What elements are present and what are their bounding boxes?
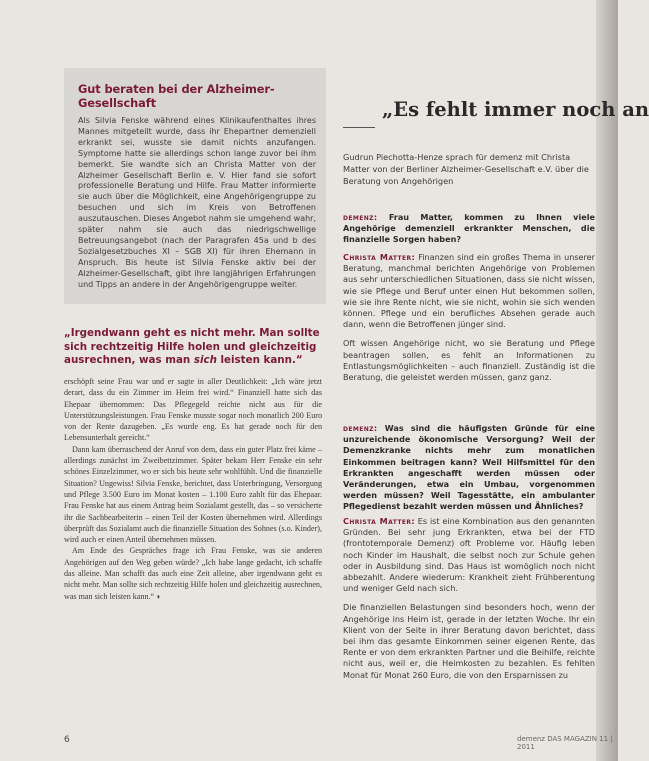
body-paragraph: erschöpft seine Frau war und er sagte in aller Deutlichkeit: „Ich wäre jetzt derart, dass du ein Zimmer im Heim frei wird.“ Finanziell hatte sich das Ehepaar übernommen: Das Pflegegeld reichte nicht aus für die Unterstützungsleistungen. Frau Fenske musste sogar noch monatlich 200 Euro von der Rente dazugeben. „Es wurde eng. Es hat gerade noch für den Lebensunterhalt gereicht.“ <box>64 377 322 443</box>
pull-quote-text-1: „Irgendwann geht es nicht mehr. Man sollte sich rechtzeitig Hilfe holen und gleichzeitig ausrechnen, was man <box>64 327 320 367</box>
answer-text: Oft wissen Angehörige nicht, wo sie Beratung und Pflege beantragen sollen, es fehlt an Informationen zu Entlastungsmöglichkeiten – auch finanziell. Zuständig ist die Beratung, die geleistet werden müssen, ganz ganz. <box>343 338 595 383</box>
interview-intro: Gudrun Piechotta-Henze sprach für demenz mit Christa Matter von der Berliner Alzheimer-Gesellschaft e.V. über die Beratung von Angehörigen <box>343 152 589 186</box>
footer-magazine-info: demenz DAS MAGAZIN 11 | 2011 <box>517 735 613 751</box>
interview-answer-2 <box>343 516 595 681</box>
speaker-label: demenz: <box>343 212 378 222</box>
pull-quote-text-2: leisten kann.“ <box>216 354 303 367</box>
page-number: 6 <box>64 735 70 745</box>
answer-text: Die finanziellen Belastungen sind besonders hoch, wenn der Angehörige ins Heim ist, gerade in der letzten Woche. Ihr ein Klient von der Seite in ihrer Beratung davon berichtet, dass bei ihm das gesamte Einkommen seiner eigenen Rente, das Rente er von dem erkrankten Partner und die Beihilfe, reichte nicht aus, weil er, die Heimkosten zu bezahlen. Es fehlten Monat für Monat 260 Euro, die von den Ersparnissen zu <box>343 602 595 680</box>
info-box <box>64 68 326 304</box>
pull-quote <box>64 327 324 368</box>
interview-question-2 <box>343 423 595 513</box>
interview-answer-1 <box>343 252 595 383</box>
info-box-title: Gut beraten bei der Alzheimer-Gesellschaft <box>78 82 275 110</box>
headline-rule-left <box>343 127 375 128</box>
question-text: Frau Matter, kommen zu Ihnen viele Angehörige demenziell erkrankter Menschen, die finanzielle Sorgen haben? <box>343 212 595 245</box>
body-paragraph: Am Ende des Gespräches frage ich Frau Fenske, was sie anderen Angehörigen auf den Weg geben würde? „Ich habe lange gedacht, ich schaffe das alleine. Man schafft das auch eine Zeit alleine, aber irgendwann geht es nicht mehr. Man sollte sich rechtzeitig Hilfe holen und gleichzeitig ausrechnen, was man sich leisten kann.“ ◗ <box>64 546 322 601</box>
speaker-label: demenz: <box>343 423 378 433</box>
body-paragraph: Dann kam überraschend der Anruf von dem, dass ein guter Platz frei käme – allerdings zunächst im Zweibettzimmer. Später bekam Herr Fenske ein sehr schönes Einzelzimmer, wo er sich bis heute sehr wohlfühlt. Und die finanzielle Situation? Ungewiss! Silvia Fenske, berichtet, dass Unterbringung, Versorgung und Pflege 3.500 Euro im Monat kosten – 1.100 Euro zahlt für das Ehepaar. Frau Fenske hat aus einem Antrag beim Sozialamt gestellt, das – so versicherte ihr die Sachbearbeiterin – einen Teil der Kosten übernehmen wird. Allerdings überprüft das Sozialamt auch die finanzielle Situation des Sohnes (s.o. Kinder), wird auch er einen Anteil übernehmen müssen. <box>64 444 322 545</box>
question-text: Was sind die häufigsten Gründe für eine unzureichende ökonomische Versorgung? Weil der Demenzkranke nichts mehr zum monatlichen Einkommen beitragen kann? Weil Hilfsmittel für den Erkrankten angeschafft werden müssen oder Veränderungen, etwa ein Umbau, vorgenommen werden müssen? Weil Tagesstätte, ein ambulanter Pflegedienst bezahlt werden müssen und Ähnliches? <box>343 423 595 512</box>
answer-text: Es ist eine Kombination aus den genannten Gründen. Bei sehr jung Erkrankten, etwa bei der FTD (frontotemporale Demenz) oft Probleme vor. Häufig leben noch Kinder im Haushalt, die selbst noch zur Schule gehen oder in Ausbildung sind. Das Haus ist womöglich noch nicht abbezahlt. Andere wiederum: Krankheit zieht Frühberentung und weniger Geld nach sich. <box>343 516 595 594</box>
info-box-text: Als Silvia Fenske während eines Klinikaufenthaltes ihres Mannes mitgeteilt wurde, dass ihr Ehepartner demenziell erkrankt sei, wusste sie damit nichts anzufangen. Symptome hatte sie allerdings schon lange zuvor bei ihm bemerkt. Sie wandte sich an Christa Matter von der Alzheimer Gesellschaft Berlin e. V. Hier fand sie sofort professionelle Beratung und Hilfe. Frau Matter informierte sie auch über die Möglichkeit, eine Angehörigengruppe zu besuchen und sich im Kreis von Betroffenen auszutauschen. Dieses Angebot nahm sie umgehend wahr, später nahm sie auch das niedrigschwellige Betreuungsangebot (nach der Paragrafen 45a und b des Sozialgesetzbuches XI – SGB XI) für ihren Ehemann in Anspruch. Bis heute ist Silvia Fenske aktiv bei der Alzheimer-Gesellschaft, gibt ihre langjährigen Erfahrungen und Tipps an andere in der Angehörigengruppe weiter. <box>78 116 316 289</box>
interview-question-1 <box>343 212 595 246</box>
answer-text: Finanzen sind ein großes Thema in unserer Beratung, manchmal berichten Angehörige von Problemen aus sehr unterschiedlichen Situationen, dass sie nicht wissen, wie sie Pflege und Beruf unter einen Hut bekommen sollen, wie sie ihre Rente nicht, wie sie nicht, wohin sie sich wenden können. Pflege und ein berufliches Absehen gerade auch dann, wenn die Betroffenen jünger sind. <box>343 252 595 330</box>
left-body-column <box>64 376 322 602</box>
pull-quote-emphasis: sich <box>193 354 217 367</box>
interview-headline: „Es fehlt immer noch an <box>382 98 649 121</box>
speaker-label: Christa Matter: <box>343 252 416 262</box>
speaker-label: Christa Matter: <box>343 516 415 526</box>
